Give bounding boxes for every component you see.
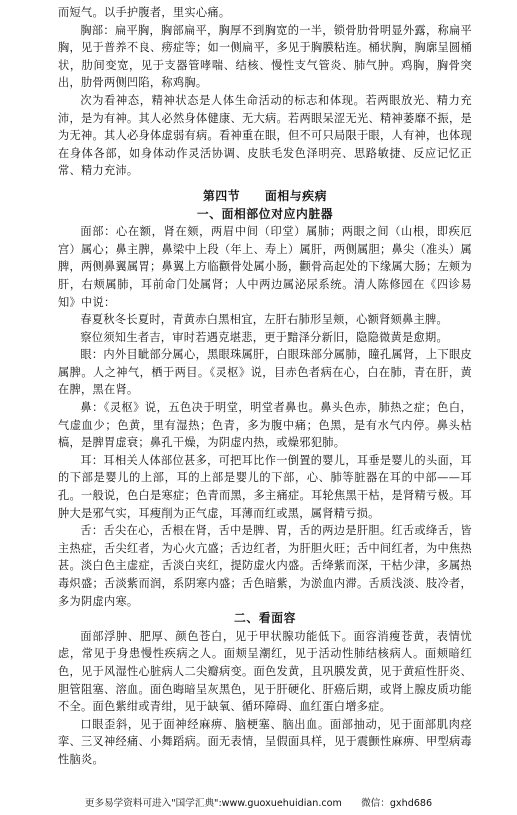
paragraph-face-regions: 面部：心在额，肾在颏，两眉中间（印堂）属肺；两眼之间（山根，即疾厄宫）属心；鼻主脾，鼻梁中上段（年上、寿上）属肝，两侧属胆；鼻尖（准头）属脾，两侧鼻翼属胃；鼻翼上方临颧骨处属小肠，颧骨高起处的下缘属大肠；左颊为肝，右颊属肺，耳前命门处属肾；人中两边属泌尿系统。清人陈修园在《四诊易知》中说：	[58, 225, 472, 309]
paragraph-chest: 胸部：扁平胸，胸部扁平，胸厚不到胸宽的一半，锁骨肋骨明显外露，称扁平胸，见于普养不良、痨症等；如一侧扁平，多见于胸膜粘连。桶状胸，胸廓呈圆桶状，肋间变宽，见于支器管哮喘、结核、慢性支气管炎、肺气肿。鸡胸，胸骨突出，肋骨两侧凹陷，称鸡胸。	[58, 23, 472, 90]
verse-line-2: 察位须知生者吉，审时若遇克堪悲，更于黯泽分新旧，隐隐微黄是愈期。	[80, 330, 448, 344]
section-title: 第四节 面相与疾病	[203, 188, 327, 203]
paragraph-tongue: 舌：舌尖在心，舌根在肾，舌中是脾、胃，舌的两边是肝胆。红舌或绛舌，皆主热症，舌尖红者，为心火亢盛；舌边红者，为肝胆火旺；舌中间红者，为中焦热甚。淡白色主虚症，舌淡白夹红，提防虚火内盛。舌绛紫而深，干枯少津，多属热毒炽盛；舌淡紫而润，系阴寒内盛；舌色暗紫，为淤血内滞。舌质浅淡、肢冷者，多为阴虚内寒。	[58, 524, 472, 608]
paragraph-ears: 耳：耳相关人体部位甚多，可把耳比作一倒置的婴儿，耳垂是婴儿的头面，耳的下部是婴儿的上部，耳的上部是婴儿的下部，心、肺等脏器在耳的中部——耳孔。一般说，色白是寒症；色青而黑，多主痛症。耳轮焦黑干枯，是肾精亏极。耳肿大是邪气实，耳瘦削为正气虚，耳薄而红或黑，属肾精亏损。	[58, 453, 472, 520]
subsection-title-face: 二、看面容	[234, 611, 296, 626]
paragraph-facial-movement: 口眼歪斜，见于面神经麻痹、脑梗塞、脑出血。面部抽动，见于面部肌肉痉挛、三叉神经痛、小舞蹈病。面无表情，呈假面具样，见于震颤性麻痹、甲型病毒性脑炎。	[58, 717, 472, 766]
subsection-title-organs: 一、面相部位对应内脏器	[196, 206, 334, 221]
paragraph-spirit: 次为看神态，精神状态是人体生命活动的标志和体现。若两眼放光、精力充沛，是为有神。其人必然身体健康、无大病。若两眼呆涩无光、精神萎靡不振，是为无神。其人必身体虚弱有病。看神重在眼，但不可只局限于眼，人有神，也体现在身体各部，如身体动作灵活协调、皮肤毛发色泽明亮、思路敏捷、反应记忆正常、精力充沛。	[58, 93, 472, 178]
paragraph-nose: 鼻：《灵枢》说，五色决于明堂，明堂者鼻也。鼻头色赤，肺热之症；色白，气虚血少；色黄，里有湿热；色青，多为腹中痛；色黑，是有水气内停。鼻头枯槁，是脾胃虚衰；鼻孔干燥，为阴虚内热，或燥邪犯肺。	[58, 401, 472, 450]
paragraph-complexion: 面部浮肿、肥厚、颜色苍白，见于甲状腺功能低下。面容消瘦苍黄，表情忧虑，常见于身患慢性疾病之人。面颊呈潮红，见于活动性肺结核病人。面颊暗红色，见于风湿性心脏病人二尖瓣病变。面色发黄，且巩膜发黄，见于黄疸性肝炎、胆管阻塞、溶血。面色晦暗呈灰黑色，见于肝硬化、肝癌后期，或肾上腺皮质功能不全。面色紫绀或青绀，见于缺氧、循环障碍、血红蛋白增多症。	[58, 629, 472, 714]
page-footer: 更多易学资料可进入"国学汇典":www.guoxuehuidian.com 微信：gxhd686	[84, 798, 433, 809]
page-body	[58, 4, 472, 769]
verse-line-1: 春夏秋冬长夏时，青黄赤白黑相宜，左肝右肺形呈颊，心额肾颏鼻主脾。	[80, 313, 448, 327]
paragraph-eyes: 眼：内外目眦部分属心，黑眼珠属肝，白眼珠部分属肺，瞳孔属肾，上下眼皮属脾。人之神气，栖于两目。《灵枢》说，目赤色者病在心，白在肺，青在肝，黄在脾，黑在肾。	[58, 348, 472, 397]
paragraph-abdomen-end: 而短气。以手护腹者，里实心痛。	[58, 6, 231, 19]
